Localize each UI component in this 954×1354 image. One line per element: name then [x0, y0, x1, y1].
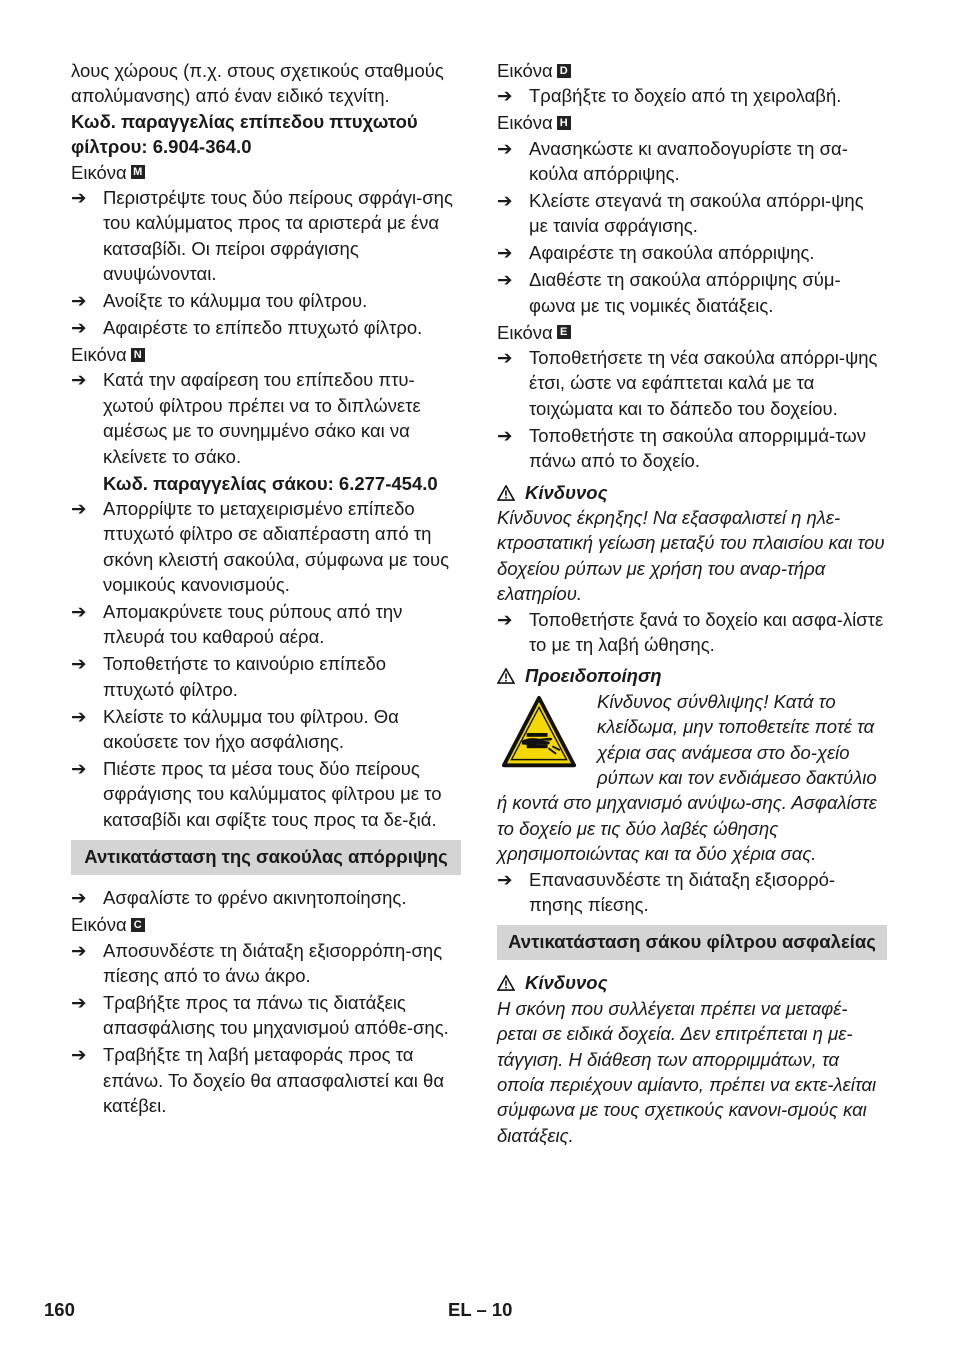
- danger2-text: Η σκόνη που συλλέγεται πρέπει να μεταφέ-ρεται σε ειδικά δοχεία. Δεν επιτρέπεται η με-τάγγιση. Η διάθεση των απορριμμάτων, τα οποία περιέχουν αμίαντο, πρέπει να εκτε-λείται σύμφωνα με τους σχετικούς κανονι-σμούς και διατάξεις.: [497, 997, 877, 1146]
- step-text: Κλείστε στεγανά τη σακούλα απόρρι-ψης με ταινία σφράγισης.: [529, 190, 864, 237]
- arrow-icon: ➔: [71, 757, 87, 779]
- footer-dash: –: [476, 1299, 487, 1320]
- step-n-2: [71, 496, 461, 598]
- step-n-3: [71, 599, 461, 650]
- figure-ref-e: [497, 320, 887, 345]
- step-text: Κλείστε το κάλυμμα του φίλτρου. Θα ακούσετε τον ήχο ασφάλισης.: [103, 705, 399, 753]
- step-text: Τοποθετήστε το καινούριο επίπεδο πτυχωτό φίλτρο.: [103, 653, 387, 700]
- arrow-icon: ➔: [71, 705, 87, 727]
- arrow-icon: ➔: [497, 190, 513, 212]
- step-text: Τραβήξτε το δοχείο από τη χειρολαβή.: [529, 85, 842, 107]
- figure-ref-c: [71, 912, 461, 937]
- footer-language: [448, 1297, 512, 1322]
- figure-label: Εικόνα: [497, 112, 553, 134]
- arrow-icon: ➔: [71, 653, 87, 675]
- figure-label: Εικόνα: [71, 914, 127, 936]
- right-column: [497, 58, 887, 1148]
- danger2-title: Κίνδυνος: [525, 972, 608, 994]
- danger-heading: [497, 480, 887, 505]
- section-heading-bag: Αντικατάσταση της σακούλας απόρριψης: [71, 840, 461, 875]
- arrow-icon: ➔: [497, 868, 513, 890]
- step-refit: [497, 607, 887, 658]
- section-page-number: 10: [491, 1299, 513, 1320]
- step-d-1: [497, 83, 887, 108]
- hand-crush-hazard-icon: [501, 695, 577, 771]
- warning-triangle-icon: [497, 668, 515, 684]
- step-text: Κατά την αφαίρεση του επίπεδου πτυ-χωτού φίλτρου πρέπει να το διπλώνετε αμέσως με το συνημμένο σάκο και να κλείνετε το σάκο.: [103, 369, 421, 467]
- arrow-icon: ➔: [497, 424, 513, 446]
- arrow-icon: ➔: [71, 290, 87, 312]
- language-code: EL: [448, 1299, 472, 1320]
- step-text: Αποσυνδέστε τη διάταξη εξισορρόπη-σης πίεσης από το άνω άκρο.: [103, 939, 443, 986]
- step-n-6: [71, 756, 461, 832]
- intro-text: λους χώρους (π.χ. στους σχετικούς σταθμούς απολύμανσης) από έναν ειδικό τεχνίτη.: [71, 60, 444, 107]
- figure-ref-n: [71, 342, 461, 367]
- page-number: 160: [44, 1299, 75, 1320]
- danger-title: Κίνδυνος: [525, 481, 608, 503]
- danger2-heading: [497, 970, 887, 995]
- step-e-1: [497, 345, 887, 421]
- step-m-2: [71, 288, 461, 313]
- step-text: Τοποθετήστε τη σακούλα απορριμμά-των πάνω από το δοχείο.: [529, 424, 866, 472]
- order-number-filter: Κωδ. παραγγελίας επίπεδου πτυχωτού φίλτρου: 6.904-364.0: [71, 110, 418, 158]
- arrow-icon: ➔: [71, 1044, 87, 1066]
- step-text: Τραβήξτε τη λαβή μεταφοράς προς τα επάνω. Το δοχείο θα απασφαλιστεί και θα κατέβει.: [103, 1044, 445, 1116]
- step-text: Τοποθετήσετε τη νέα σακούλα απόρρι-ψης έτσι, ώστε να εφάπτεται καλά με τα τοιχώματα και το δάπεδο του δοχείου.: [529, 346, 878, 419]
- arrow-icon: ➔: [71, 369, 87, 391]
- step-c-3: [71, 1042, 461, 1118]
- step-brake: [71, 885, 461, 910]
- arrow-icon: ➔: [497, 85, 513, 107]
- step-m-1: [71, 185, 461, 287]
- step-text: Ανασηκώστε κι αναποδογυρίστε τη σα-κούλα απόρριψης.: [529, 137, 848, 185]
- arrow-icon: ➔: [71, 317, 87, 339]
- step-h-2: [497, 188, 887, 239]
- arrow-icon: ➔: [497, 137, 513, 159]
- step-h-1: [497, 136, 887, 187]
- step-text: Περιστρέψτε τους δύο πείρους σφράγι-σης του καλύμματος προς τα αριστερά με ένα κατσαβίδι. Οι πείροι σφράγισης ανυψώνονται.: [103, 187, 453, 285]
- arrow-icon: ➔: [71, 887, 87, 909]
- figure-letter-e: E: [557, 325, 571, 339]
- danger-text: Κίνδυνος έκρηξης! Να εξασφαλιστεί η ηλε-κτροστατική γείωση μεταξύ του πλαισίου και του δοχείου ρύπων με χρήση του αναρ-τήρα ελατηρίου.: [497, 506, 885, 605]
- step-text: Επανασυνδέστε τη διάταξη εξισορρό-πησης πίεσης.: [529, 868, 836, 915]
- step-text: Τοποθετήστε ξανά το δοχείο και ασφα-λίστε το με τη λαβή ώθησης.: [529, 608, 884, 655]
- step-c-2: [71, 990, 461, 1041]
- arrow-icon: ➔: [71, 939, 87, 961]
- figure-letter-m: M: [131, 165, 145, 179]
- step-n-4: [71, 651, 461, 702]
- step-text: Ανοίξτε το κάλυμμα του φίλτρου.: [103, 290, 368, 312]
- warning-block: [497, 689, 887, 867]
- step-text: Αφαιρέστε τη σακούλα απόρριψης.: [529, 242, 815, 264]
- arrow-icon: ➔: [71, 497, 87, 519]
- figure-label: Εικόνα: [71, 161, 127, 183]
- step-text: Απορρίψτε το μεταχειρισμένο επίπεδο πτυχωτό φίλτρο σε αδιαπέραστη από τη σκόνη κλειστή σακούλα, σύμφωνα με τους νομικούς κανονισμούς.: [103, 497, 450, 596]
- order-number-bag: Κωδ. παραγγελίας σάκου: 6.277-454.0: [103, 472, 438, 494]
- arrow-icon: ➔: [497, 242, 513, 264]
- figure-letter-n: N: [131, 348, 145, 362]
- figure-label: Εικόνα: [497, 321, 553, 343]
- warning-triangle-icon: [497, 975, 515, 991]
- warning-text: Κίνδυνος σύνθλιψης! Κατά το κλείδωμα, μην τοποθετείτε ποτέ τα χέρια σας ανάμεσα στο δο-χείο ρύπων και τον ενδιάμεσο δακτύλιο ή κοντά στο μηχανισμό ανύψω-σης. Ασφαλίστε το δοχείο με τις δύο λαβές ώθησης χρησιμοποιώντας και τα δύο χέρια σας.: [497, 690, 877, 865]
- warning-triangle-icon: [497, 485, 515, 501]
- figure-ref-m: [71, 160, 461, 185]
- step-text: Τραβήξτε προς τα πάνω τις διατάξεις απασφάλισης του μηχανισμού απόθε-σης.: [103, 991, 449, 1039]
- figure-letter-d: D: [557, 64, 571, 78]
- left-column: [71, 58, 461, 1120]
- figure-ref-d: [497, 58, 887, 83]
- arrow-icon: ➔: [497, 346, 513, 368]
- step-c-1: [71, 938, 461, 989]
- arrow-icon: ➔: [71, 991, 87, 1013]
- step-m-3: [71, 315, 461, 340]
- step-n-5: [71, 704, 461, 755]
- step-text: Ασφαλίστε το φρένο ακινητοποίησης.: [103, 887, 407, 909]
- figure-label: Εικόνα: [497, 60, 553, 81]
- figure-label: Εικόνα: [71, 343, 127, 365]
- step-reconnect: [497, 867, 887, 918]
- warning-heading: [497, 663, 887, 688]
- step-text: Αφαιρέστε το επίπεδο πτυχωτό φίλτρο.: [103, 317, 423, 339]
- figure-letter-h: H: [557, 116, 571, 130]
- warning-title: Προειδοποίηση: [525, 665, 662, 687]
- step-text: Απομακρύνετε τους ρύπους από την πλευρά του καθαρού αέρα.: [103, 601, 403, 648]
- step-h-4: [497, 267, 887, 318]
- arrow-icon: ➔: [497, 269, 513, 291]
- step-n-1: [71, 367, 461, 469]
- figure-ref-h: [497, 110, 887, 135]
- step-h-3: [497, 240, 887, 265]
- step-text: Πιέστε προς τα μέσα τους δύο πείρους σφράγισης του καλύμματος φίλτρου με το κατσαβίδι και σφίξτε τους προς τα δε-ξιά.: [103, 757, 442, 830]
- step-e-2: [497, 423, 887, 474]
- step-text: Διαθέστε τη σακούλα απόρριψης σύμ-φωνα με τις νομικές διατάξεις.: [529, 269, 841, 316]
- arrow-icon: ➔: [71, 187, 87, 209]
- section-heading-safety: Αντικατάσταση σάκου φίλτρου ασφαλείας: [497, 925, 887, 960]
- arrow-icon: ➔: [497, 608, 513, 630]
- arrow-icon: ➔: [71, 601, 87, 623]
- figure-letter-c: C: [131, 918, 145, 932]
